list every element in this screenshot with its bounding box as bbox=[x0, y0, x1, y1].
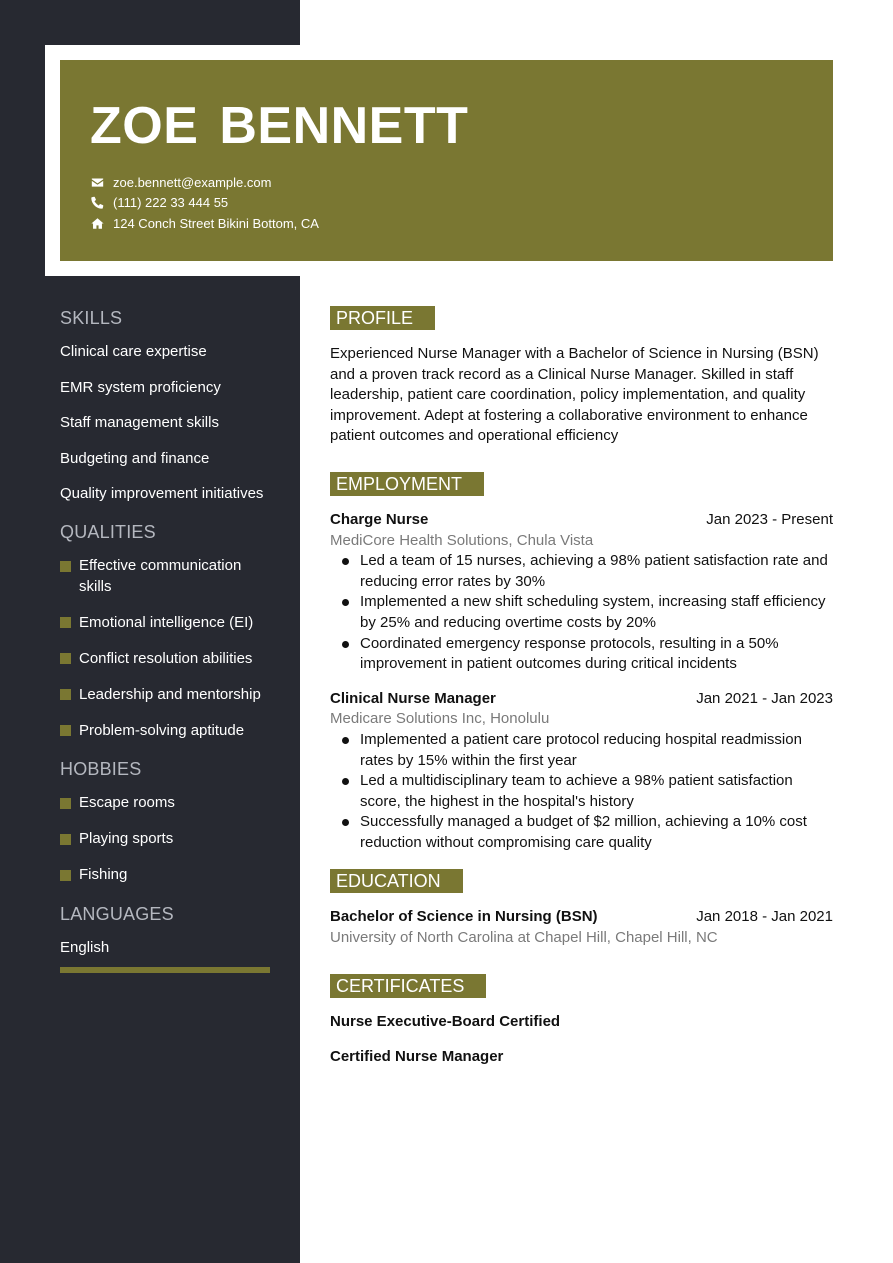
job-entry bbox=[330, 689, 833, 854]
skill-item: Budgeting and finance bbox=[60, 449, 210, 467]
job-header bbox=[330, 689, 833, 710]
education-section bbox=[330, 869, 833, 948]
job-dates: Jan 2023 - Present bbox=[706, 510, 833, 528]
school-name: University of North Carolina at Chapel Hill, Chapel Hill, NC bbox=[330, 929, 718, 947]
quality-label: Effective communication skills bbox=[79, 557, 242, 595]
language-name: English bbox=[60, 938, 110, 956]
square-bullet-icon bbox=[60, 617, 71, 628]
education-heading: EDUCATION bbox=[330, 869, 463, 893]
contact-address bbox=[90, 213, 319, 234]
quality-item bbox=[60, 685, 270, 706]
quality-label: Conflict resolution abilities bbox=[79, 649, 253, 667]
list-item: Led a multidisciplinary team to achieve a 98% patient satisfaction score, the highest in the hospital's history bbox=[330, 771, 833, 812]
phone-icon bbox=[90, 196, 104, 210]
contact-info bbox=[90, 172, 319, 234]
skills-section bbox=[60, 306, 270, 504]
main-column bbox=[330, 306, 833, 1093]
certificates-heading: CERTIFICATES bbox=[330, 974, 486, 998]
certificates-section bbox=[330, 974, 833, 1068]
job-organization: Medicare Solutions Inc, Honolulu bbox=[330, 710, 550, 728]
skills-heading: SKILLS bbox=[60, 308, 123, 328]
phone-text: (111) 222 33 444 55 bbox=[113, 195, 229, 211]
quality-item bbox=[60, 649, 270, 670]
list-item: Implemented a new shift scheduling system, increasing staff efficiency by 25% and reducing overtime costs by 20% bbox=[330, 592, 833, 633]
degree-title: Bachelor of Science in Nursing (BSN) bbox=[330, 908, 598, 926]
square-bullet-icon bbox=[60, 689, 71, 700]
left-column bbox=[60, 306, 270, 989]
education-header bbox=[330, 907, 833, 928]
hobbies-heading: HOBBIES bbox=[60, 759, 142, 779]
languages-heading: LANGUAGES bbox=[60, 903, 174, 924]
email-text: zoe.bennett@example.com bbox=[113, 174, 272, 190]
job-bullets bbox=[330, 551, 833, 675]
profile-heading: PROFILE bbox=[330, 306, 435, 330]
square-bullet-icon bbox=[60, 834, 71, 845]
square-bullet-icon bbox=[60, 561, 71, 572]
skill-item: Staff management skills bbox=[60, 414, 219, 431]
skill-item: Clinical care expertise bbox=[60, 343, 207, 360]
employment-heading: EMPLOYMENT bbox=[330, 472, 484, 496]
skill-item: EMR system proficiency bbox=[60, 378, 221, 396]
certificate-item: Certified Nurse Manager bbox=[330, 1048, 504, 1066]
language-level-bar bbox=[60, 967, 270, 973]
language-level-fill bbox=[60, 967, 270, 973]
quality-label: Problem-solving aptitude bbox=[79, 721, 245, 739]
education-dates: Jan 2018 - Jan 2021 bbox=[696, 908, 833, 926]
languages-section bbox=[60, 902, 270, 973]
job-organization: MediCore Health Solutions, Chula Vista bbox=[330, 531, 594, 549]
quality-label: Leadership and mentorship bbox=[79, 685, 261, 703]
square-bullet-icon bbox=[60, 653, 71, 664]
employment-section bbox=[330, 472, 833, 854]
job-entry bbox=[330, 510, 833, 675]
hobby-item bbox=[60, 829, 270, 850]
hobby-item bbox=[60, 865, 270, 886]
list-item: Led a team of 15 nurses, achieving a 98% patient satisfaction rate and reducing error rates by 30% bbox=[330, 551, 833, 592]
address-text: 124 Conch Street Bikini Bottom, CA bbox=[113, 215, 319, 231]
square-bullet-icon bbox=[60, 870, 71, 881]
job-bullets bbox=[330, 730, 833, 854]
job-dates: Jan 2021 - Jan 2023 bbox=[696, 689, 833, 707]
home-icon bbox=[90, 216, 104, 230]
envelope-icon bbox=[90, 175, 104, 189]
candidate-name: ZOE BENNETT bbox=[90, 97, 469, 155]
skill-item: Quality improvement initiatives bbox=[60, 485, 264, 502]
qualities-section bbox=[60, 520, 270, 741]
job-title: Charge Nurse bbox=[330, 510, 429, 528]
hobby-item bbox=[60, 793, 270, 814]
contact-phone bbox=[90, 193, 319, 214]
quality-item bbox=[60, 721, 270, 742]
quality-item bbox=[60, 613, 270, 634]
quality-item bbox=[60, 556, 270, 597]
certificate-item: Nurse Executive-Board Certified bbox=[330, 1012, 561, 1030]
job-header bbox=[330, 510, 833, 531]
list-item: Implemented a patient care protocol reducing hospital readmission rates by 15% within the first year bbox=[330, 730, 833, 771]
square-bullet-icon bbox=[60, 798, 71, 809]
quality-label: Emotional intelligence (EI) bbox=[79, 613, 254, 631]
hobby-label: Escape rooms bbox=[79, 794, 175, 811]
list-item: Coordinated emergency response protocols, resulting in a 50% improvement in patient outcomes during critical incidents bbox=[330, 634, 833, 675]
hobby-label: Fishing bbox=[79, 866, 128, 883]
job-title: Clinical Nurse Manager bbox=[330, 689, 496, 707]
profile-section bbox=[330, 306, 833, 447]
list-item: Successfully managed a budget of $2 million, achieving a 10% cost reduction without compromising care quality bbox=[330, 812, 833, 853]
contact-email bbox=[90, 172, 319, 193]
header bbox=[60, 60, 833, 261]
hobby-label: Playing sports bbox=[79, 830, 174, 847]
qualities-heading: QUALITIES bbox=[60, 522, 156, 542]
square-bullet-icon bbox=[60, 725, 71, 736]
hobbies-section bbox=[60, 757, 270, 886]
profile-text: Experienced Nurse Manager with a Bachelor of Science in Nursing (BSN) and a proven track record as a Clinical Nurse Manager. Skilled in staff leadership, patient care coordination, policy implementation, and quality improvement. Adept at fostering a collaborative environment to enhance patient outcomes and operational efficiency bbox=[330, 345, 819, 445]
